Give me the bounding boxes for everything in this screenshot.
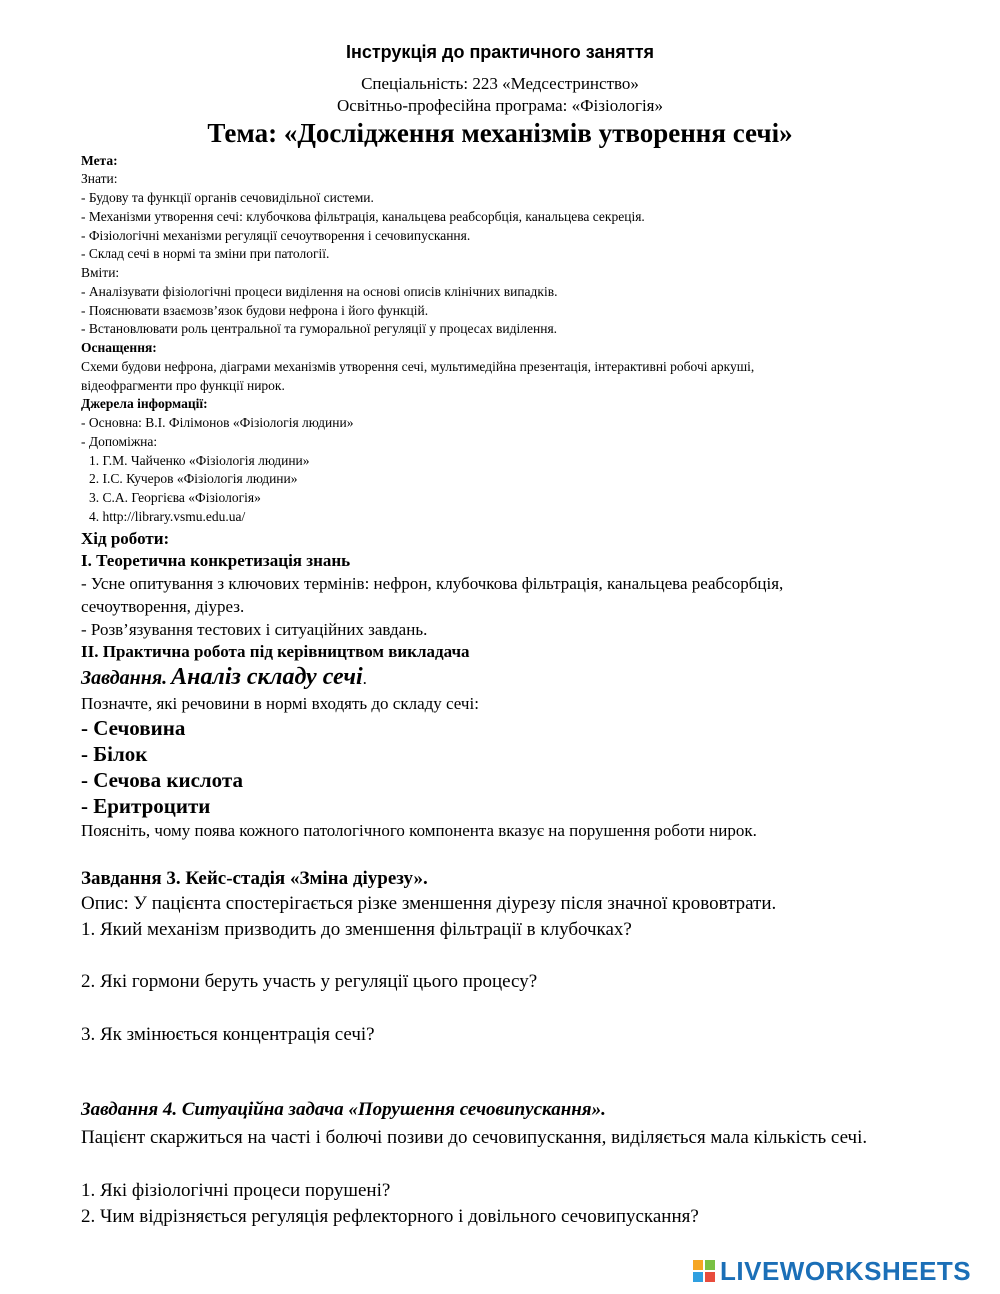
workflow-heading: Хід роботи: xyxy=(81,529,170,548)
know-item: - Склад сечі в нормі та зміни при патології. xyxy=(81,246,330,261)
task-urine-title xyxy=(81,664,367,691)
urine-option[interactable]: - Білок xyxy=(81,742,148,766)
task3-question: 3. Як змінюється концентрація сечі? xyxy=(81,1024,375,1045)
task-urine-label: Завдання. xyxy=(81,667,168,689)
urine-option[interactable]: - Сечовина xyxy=(81,716,186,740)
task3-question: 1. Який механізм призводить до зменшення фільтрації в клубочках? xyxy=(81,919,632,940)
equipment-heading: Оснащення: xyxy=(81,340,157,355)
section-1-text: - Усне опитування з ключових термінів: нефрон, клубочкова фільтрація, канальцева реабсорбція, xyxy=(81,574,784,593)
task4-question: 1. Які фізіологічні процеси порушені? xyxy=(81,1180,391,1201)
know-item: - Будову та функції органів сечовидільної системи. xyxy=(81,190,374,205)
specialty-line: Спеціальність: 223 «Медсестринство» xyxy=(361,74,639,93)
task3-question: 2. Які гормони беруть участь у регуляції цього процесу? xyxy=(81,971,538,992)
urine-option[interactable]: - Еритроцити xyxy=(81,794,211,818)
task-urine-prompt: Позначте, які речовини в нормі входять до складу сечі: xyxy=(81,694,479,713)
source-aux-item: 2. І.С. Кучеров «Фізіологія людини» xyxy=(89,471,298,486)
task-urine-explain: Поясніть, чому поява кожного патологічного компонента вказує на порушення роботи нирок. xyxy=(81,821,757,840)
logo-text: LIVEWORKSHEETS xyxy=(720,1255,972,1286)
logo-squares-icon xyxy=(693,1260,715,1282)
section-1-text: - Розв’язування тестових і ситуаційних завдань. xyxy=(81,620,428,639)
source-aux-item: 3. С.А. Георгієва «Фізіологія» xyxy=(89,490,261,505)
program-line: Освітньо-професійна програма: «Фізіологія» xyxy=(337,96,663,115)
liveworksheets-logo xyxy=(693,1256,993,1286)
goal-heading: Мета: xyxy=(81,153,118,168)
able-item: - Пояснювати взаємозв’язок будови нефрона і його функцій. xyxy=(81,303,429,318)
urine-option[interactable]: - Сечова кислота xyxy=(81,768,243,792)
source-main: - Основна: В.І. Філімонов «Фізіологія людини» xyxy=(81,415,354,430)
instruction-title: Інструкція до практичного заняття xyxy=(345,42,655,62)
task4-description: Пацієнт скаржиться на часті і болючі позиви до сечовипускання, виділяється мала кількість сечі. xyxy=(81,1127,868,1148)
section-1-title: І. Теоретична конкретизація знань xyxy=(81,551,351,570)
source-aux-item: 4. http://library.vsmu.edu.ua/ xyxy=(89,509,246,524)
task4-question: 2. Чим відрізняється регуляція рефлекторного і довільного сечовипускання? xyxy=(81,1206,699,1227)
task4-title: Завдання 4. Ситуаційна задача «Порушення сечовипускання». xyxy=(81,1099,606,1120)
topic-title: Тема: «Дослідження механізмів утворення сечі» xyxy=(207,118,793,148)
section-2-title: ІІ. Практична робота під керівництвом викладача xyxy=(81,642,470,661)
know-label: Знати: xyxy=(81,171,118,186)
sources-heading: Джерела інформації: xyxy=(81,396,208,411)
task3-description: Опис: У пацієнта спостерігається різке зменшення діурезу після значної крововтрати. xyxy=(81,893,777,914)
source-aux-label: - Допоміжна: xyxy=(81,434,158,449)
section-1-text: сечоутворення, діурез. xyxy=(81,597,245,616)
task3-title: Завдання 3. Кейс-стадія «Зміна діурезу». xyxy=(81,868,428,889)
task-urine-trail: . xyxy=(362,669,367,688)
know-item: - Механізми утворення сечі: клубочкова фільтрація, канальцева реабсорбція, канальцева секреція. xyxy=(81,209,645,224)
know-item: - Фізіологічні механізми регуляції сечоутворення і сечовипускання. xyxy=(81,228,471,243)
task-urine-name: Аналіз складу сечі xyxy=(171,664,363,690)
equipment-text-line: Схеми будови нефрона, діаграми механізмів утворення сечі, мультимедійна презентація, інтерактивні робочі аркуші, xyxy=(81,359,755,374)
able-label: Вміти: xyxy=(81,265,120,280)
able-item: - Встановлювати роль центральної та гуморальної регуляції у процесах виділення. xyxy=(81,321,558,336)
source-aux-item: 1. Г.М. Чайченко «Фізіологія людини» xyxy=(89,453,310,468)
equipment-text-line: відеофрагменти про функції нирок. xyxy=(81,378,285,393)
able-item: - Аналізувати фізіологічні процеси виділення на основі описів клінічних випадків. xyxy=(81,284,558,299)
